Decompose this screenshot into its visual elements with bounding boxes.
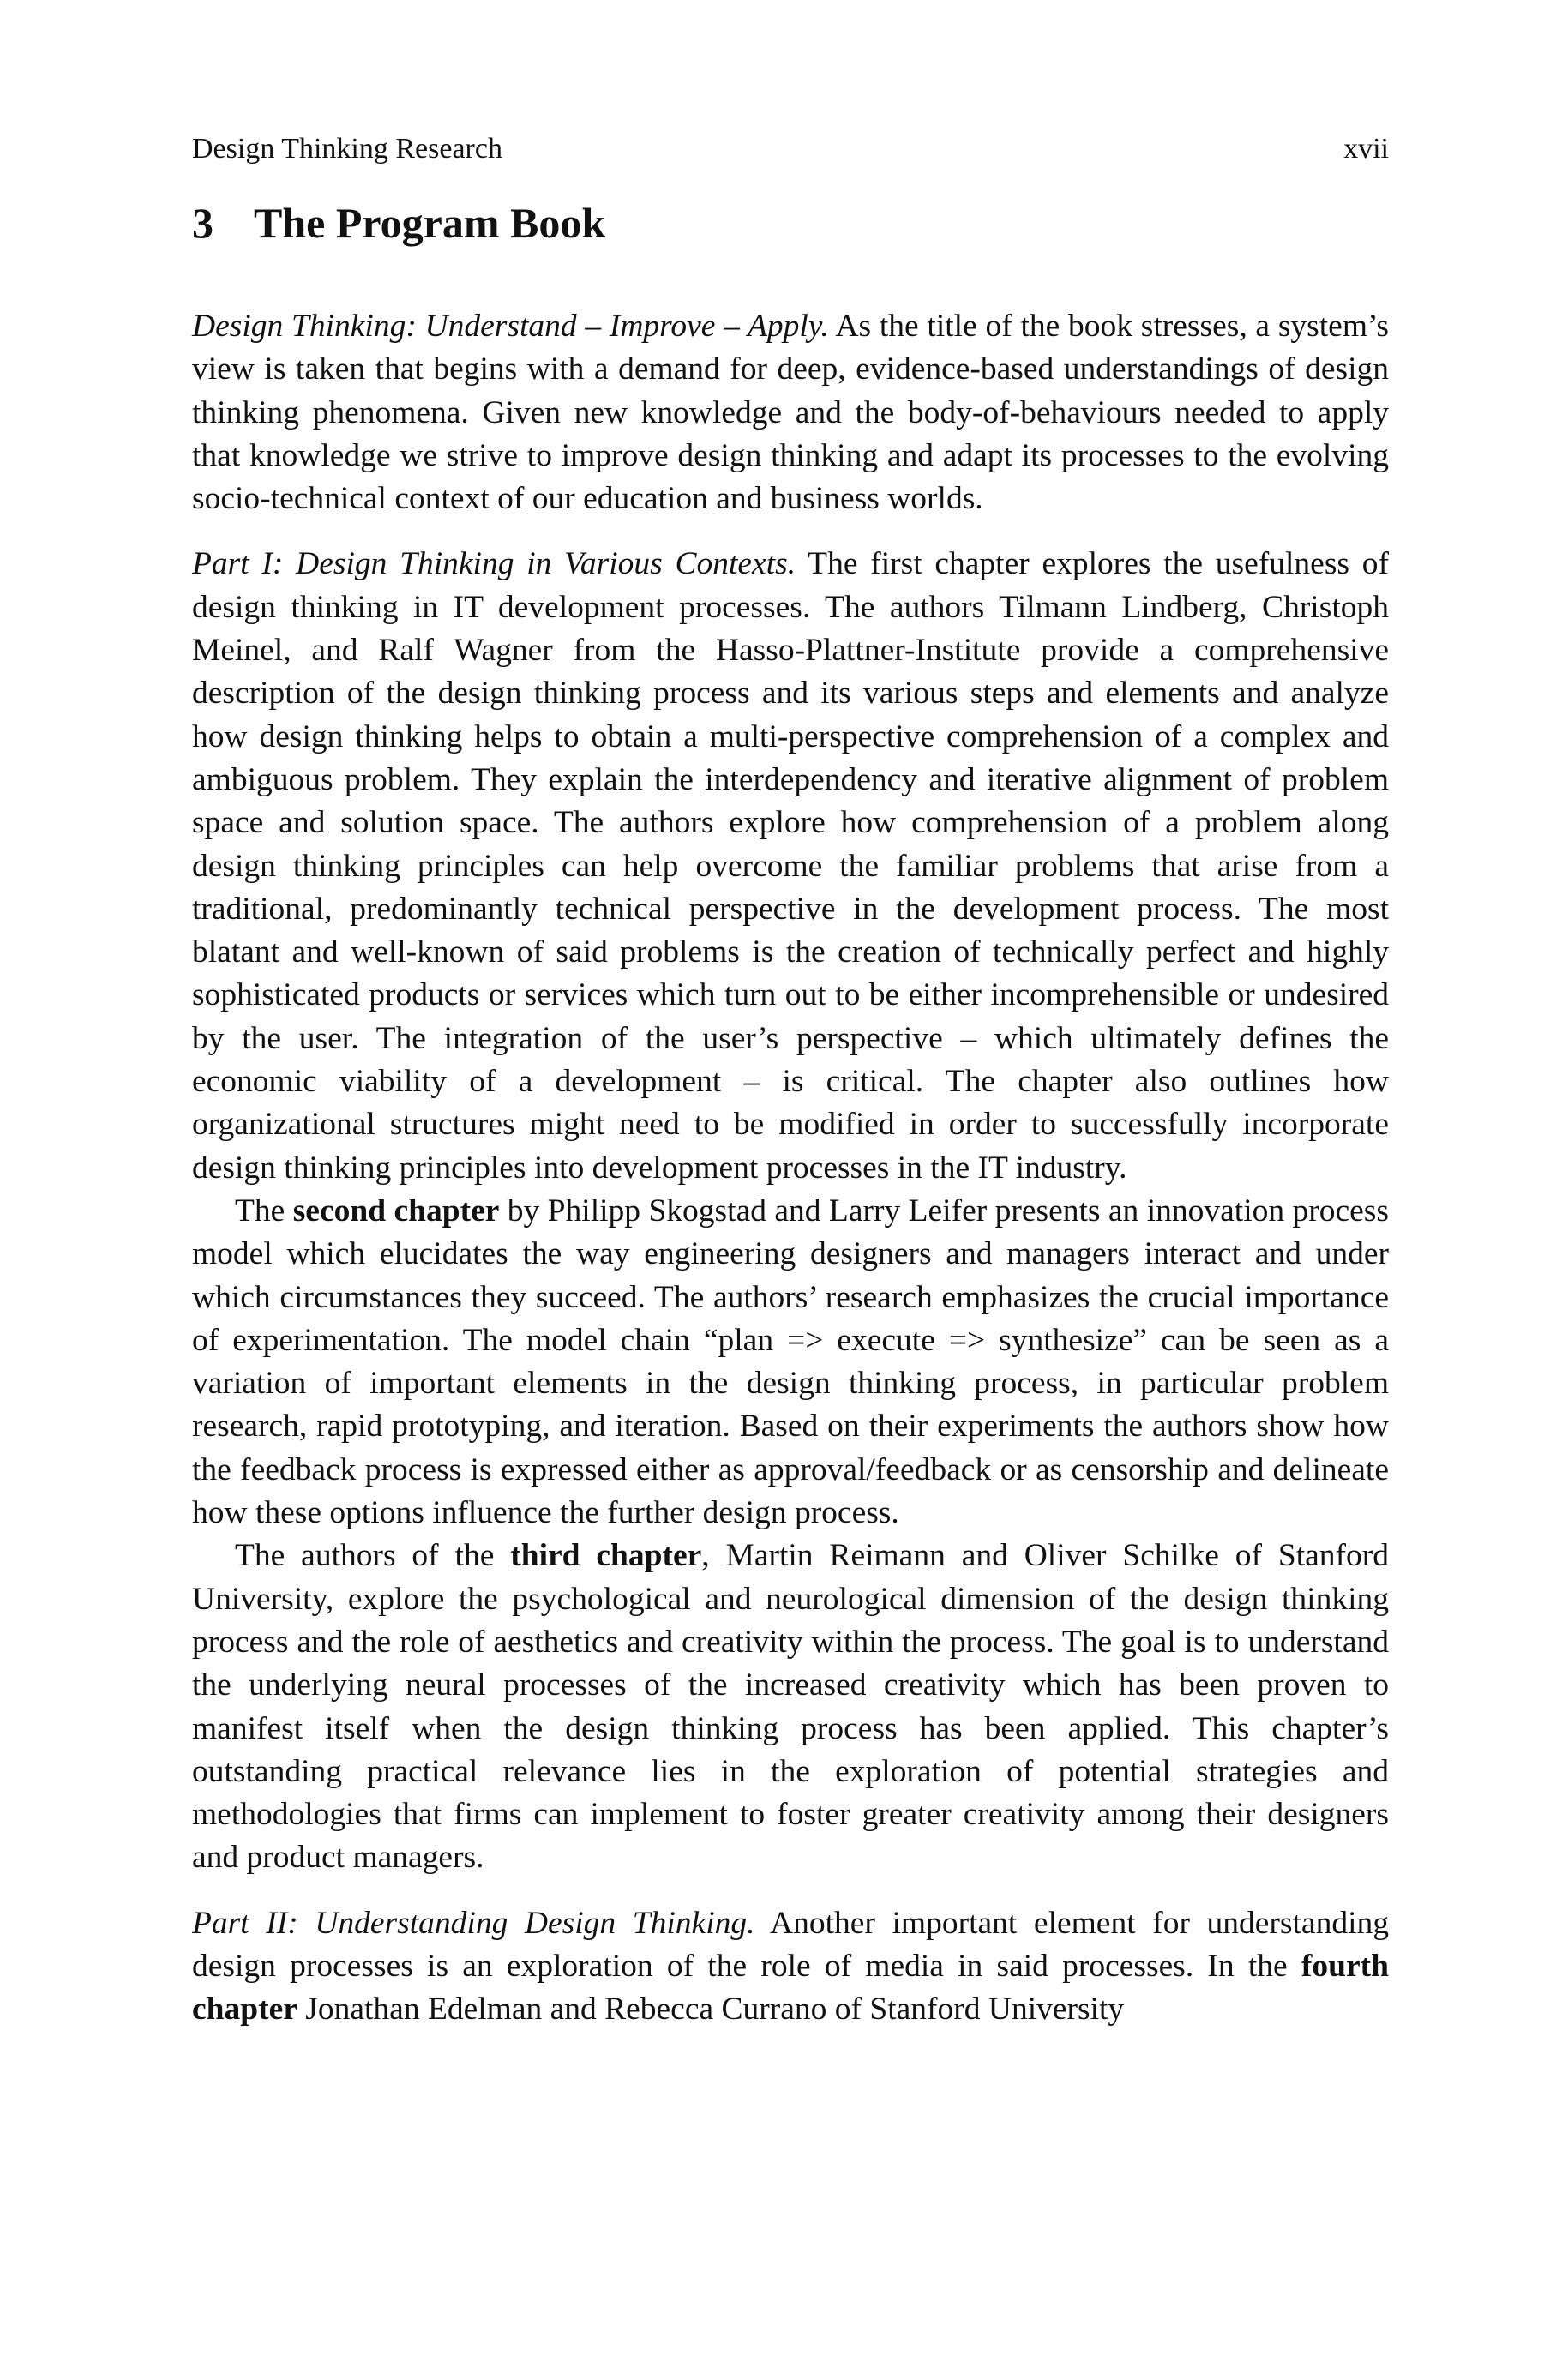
paragraph-text: , Martin Reimann and Oliver Schilke of Stanford University, explore the psychological and neurological dimension of the design thinking process and the role of aesthetics and creativity within the process. The goal is to understand the underlying neural processes of the increased creativity which has been proven to manifest itself when the design thinking process has been applied. This chapter’s outstanding practical relevance lies in the exploration of potential strategies and methodologies that firms can implement to foster greater creativity among their designers and product managers. (192, 1538, 1389, 1876)
book-page (192, 129, 1389, 2032)
page-number: xvii (1343, 133, 1389, 165)
running-head-title: Design Thinking Research (192, 133, 502, 165)
paragraph-text: by Philipp Skogstad and Larry Leifer presents an innovation process model which elucidates the way engineering designers and managers interact and under which circumstances they succeed. The authors’ research emphasizes the crucial importance of experimentation. The model chain “plan => execute => synthesize” can be seen as a variation of important elements in the design thinking process, in particular problem research, rapid prototyping, and iteration. Based on their experiments the authors show how the feedback process is expressed either as approval/feedback or as censorship and delineate how these options influence the further design process. (192, 1193, 1389, 1531)
paragraph-text: As the title of the book stresses, a system’s view is taken that begins with a demand for deep, evidence-based understandings of design thinking phenomena. Given new knowledge and the body-of-behaviours needed to apply that knowledge we strive to improve design thinking and adapt its processes to the evolving socio-technical context of our education and business worlds. (192, 309, 1389, 517)
paragraph-bold-term: third chapter (510, 1538, 702, 1574)
paragraph-third-chapter (192, 1535, 1389, 1879)
running-head (192, 129, 1389, 170)
paragraph-text-pre: The (235, 1193, 293, 1229)
body-text (192, 305, 1389, 2032)
paragraph-second-chapter (192, 1190, 1389, 1535)
paragraph-text: The first chapter explores the usefulness of design thinking in IT development processes. The authors Tilmann Lindberg, Christoph Meinel, and Ralf Wagner from the Hasso-Plattner-Institute provide a comprehensive description of the design thinking process and its various steps and elements and analyze how design thinking helps to obtain a multi-perspective comprehension of a complex and ambiguous problem. They explain the interdependency and iterative alignment of problem space and solution space. The authors explore how comprehension of a problem along design thinking principles can help overcome the familiar problems that arise from a traditional, predominantly technical perspective in the development process. The most blatant and well-known of said problems is the creation of technically perfect and highly sophisticated products or services which turn out to be either incomprehensible or undesired by the user. The integration of the user’s perspective – which ultimately defines the economic viability of a development – is critical. The chapter also outlines how organizational structures might need to be modified in order to successfully incorporate design thinking principles into development processes in the IT industry. (192, 546, 1390, 1186)
section-heading (192, 197, 1389, 249)
paragraph-bold-term: fourth chapter (192, 1948, 1389, 2028)
paragraph-lead-italic: Part I: Design Thinking in Various Contexts. (192, 546, 796, 582)
paragraph-text-end: Jonathan Edelman and Rebecca Currano of Stanford University (297, 1992, 1125, 2028)
paragraph-part-two (192, 1902, 1389, 2032)
paragraph-text-pre: The authors of the (235, 1538, 511, 1574)
paragraph-lead-italic: Design Thinking: Understand – Improve – Apply. (192, 309, 829, 344)
paragraph-lead-italic: Part II: Understanding Design Thinking. (192, 1905, 755, 1941)
paragraph-part-one (192, 543, 1389, 1189)
paragraph-book-title (192, 305, 1389, 520)
section-title: The Program Book (254, 199, 606, 247)
paragraph-text: Another important element for understanding design processes is an exploration of the role of media in said processes. In the (192, 1905, 1389, 1984)
paragraph-bold-term: second chapter (292, 1193, 500, 1229)
section-number: 3 (192, 199, 213, 247)
